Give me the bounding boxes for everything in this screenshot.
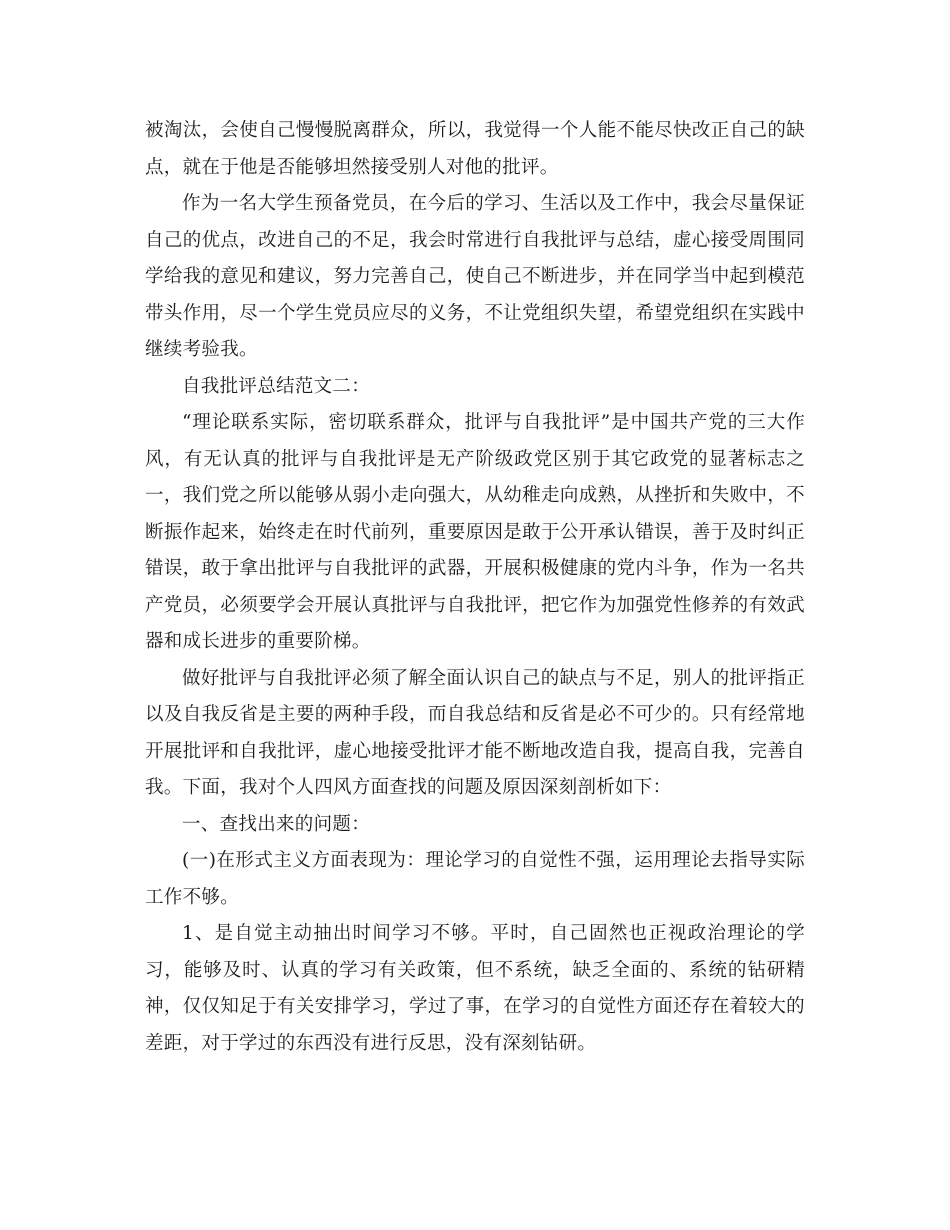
paragraph-study-insufficient: 1、是自觉主动抽出时间学习不够。平时，自己固然也正视政治理论的学习，能够及时、认真的学习有关政策，但不系统，缺乏全面的、系统的钻研精神，仅仅知足于有关安排学习，学过了事，在学习的自觉性方面还存在着较大的差距，对于学过的东西没有进行反思，没有深刻钻研。 (145, 923, 805, 1054)
subheading-formalism: (一)在形式主义方面表现为：理论学习的自觉性不强，运用理论去指导实际工作不够。 (145, 850, 805, 908)
paragraph-continuation: 被淘汰，会使自己慢慢脱离群众，所以，我觉得一个人能不能尽快改正自己的缺点，就在于他是否能够坦然接受别人对他的批评。 (145, 120, 805, 178)
paragraph-three-styles: “理论联系实际，密切联系群众，批评与自我批评”是中国共产党的三大作风，有无认真的批评与自我批评是无产阶级政党区别于其它政党的显著标志之一，我们党之所以能够从弱小走向强大，从幼稚走向成熟，从挫折和失败中，不断振作起来，始终走在时代前列，重要原因是敢于公开承认错误，善于及时纠正错误，敢于拿出批评与自我批评的武器，开展积极健康的党内斗争，作为一名共产党员，必须要学会开展认真批评与自我批评，把它作为加强党性修养的有效武器和成长进步的重要阶梯。 (145, 412, 805, 652)
paragraph-commitment: 作为一名大学生预备党员，在今后的学习、生活以及工作中，我会尽量保证自己的优点，改进自己的不足，我会时常进行自我批评与总结，虚心接受周围同学给我的意见和建议，努力完善自己，使自己不断进步，并在同学当中起到模范带头作用，尽一个学生党员应尽的义务，不让党组织失望，希望党组织在实践中继续考验我。 (145, 193, 805, 360)
section-heading-sample-two: 自我批评总结范文二： (182, 375, 371, 397)
paragraph-self-criticism: 做好批评与自我批评必须了解全面认识自己的缺点与不足，别人的批评指正以及自我反省是主要的两种手段，而自我总结和反省是必不可少的。只有经常地开展批评和自我批评，虚心地接受批评才能不断地改造自我，提高自我，完善自我。下面，我对个人四风方面查找的问题及原因深刻剖析如下： (145, 667, 805, 798)
section-heading-problems: 一、查找出来的问题： (182, 813, 371, 835)
document-body (145, 113, 805, 1062)
